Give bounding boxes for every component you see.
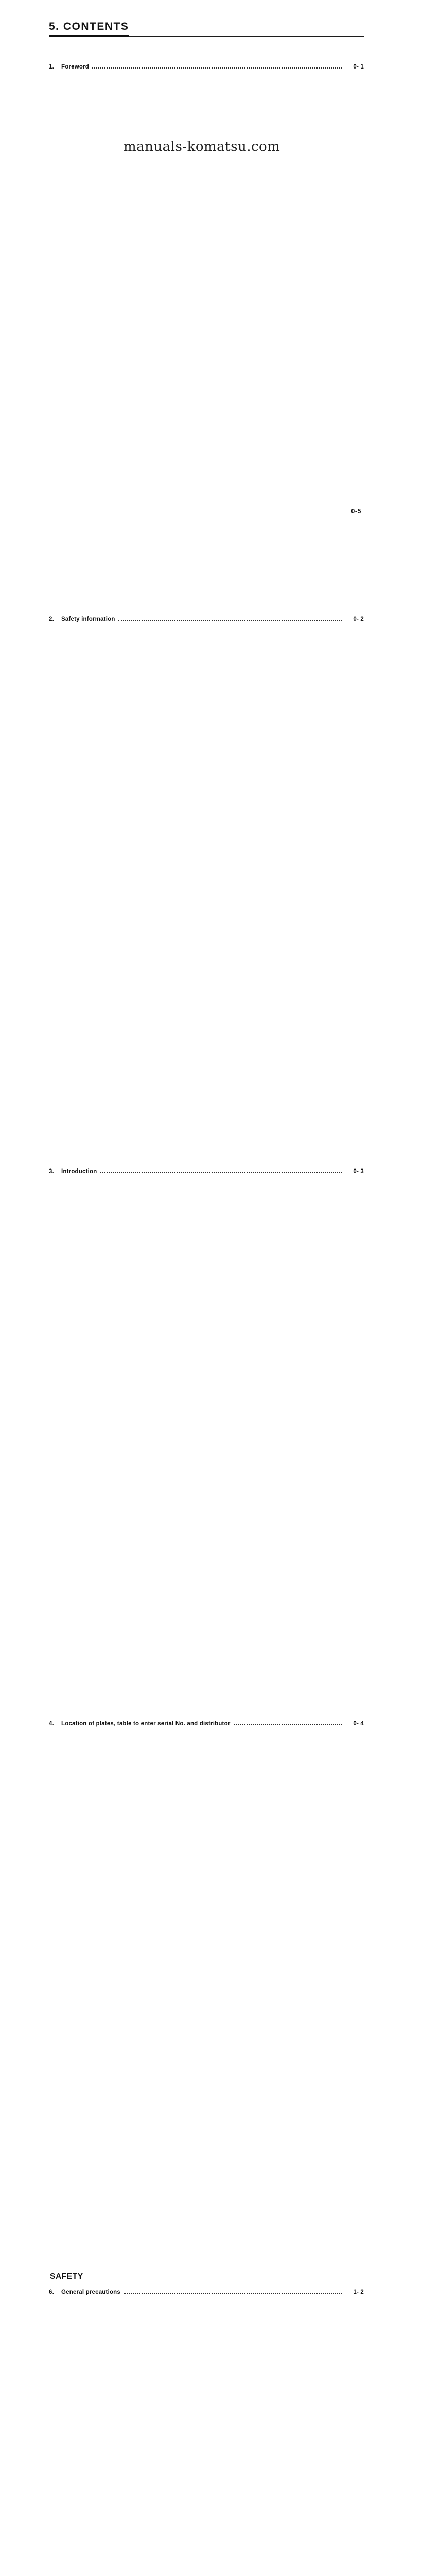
- toc-entry: [49, 1720, 364, 2264]
- dot-leader: [92, 63, 342, 69]
- toc-group: [49, 615, 364, 1160]
- section-heading: SAFETY: [50, 2272, 83, 2281]
- toc-entry-label: Introduction: [61, 1168, 97, 1175]
- toc-entry-label: General precautions: [61, 2289, 121, 2295]
- toc-entry-number: 2.: [49, 616, 54, 622]
- toc-group: [49, 1167, 364, 1712]
- page-title: [49, 21, 364, 37]
- dot-leader: [234, 1720, 343, 1725]
- toc-entry: [49, 2288, 364, 2576]
- toc-entry-number: 3.: [49, 1168, 54, 1175]
- toc-group: [49, 1720, 364, 2264]
- toc-content: [49, 21, 364, 2576]
- toc-entry: [49, 1167, 364, 1712]
- toc-entry: [49, 615, 364, 1160]
- toc-entry-label: Location of plates, table to enter serial No. and distributor: [61, 1721, 231, 1727]
- toc-entry-number: 6.: [49, 2289, 54, 2295]
- toc-entry-page: 0- 1: [353, 64, 364, 70]
- toc-entry-page: 0- 4: [353, 1721, 364, 1727]
- page-title-text: 5. CONTENTS: [49, 21, 129, 37]
- dot-leader: [124, 2288, 342, 2294]
- toc-entry-page: 0- 3: [353, 1168, 364, 1175]
- dot-leader: [118, 615, 342, 621]
- toc-entry-page: 1- 2: [353, 2289, 364, 2295]
- toc-entry-label: Safety information: [61, 616, 115, 622]
- toc-entry-number: 1.: [49, 64, 54, 70]
- footer-page-number: 0-5: [351, 507, 361, 515]
- toc-entry-page: 0- 2: [353, 616, 364, 622]
- toc-group: [49, 2288, 364, 2576]
- watermark: manuals-komatsu.com: [122, 139, 282, 155]
- toc-entry-number: 4.: [49, 1721, 54, 1727]
- dot-leader: [100, 1167, 342, 1173]
- table-of-contents: [49, 63, 364, 2576]
- toc-entry-label: Foreword: [61, 64, 89, 70]
